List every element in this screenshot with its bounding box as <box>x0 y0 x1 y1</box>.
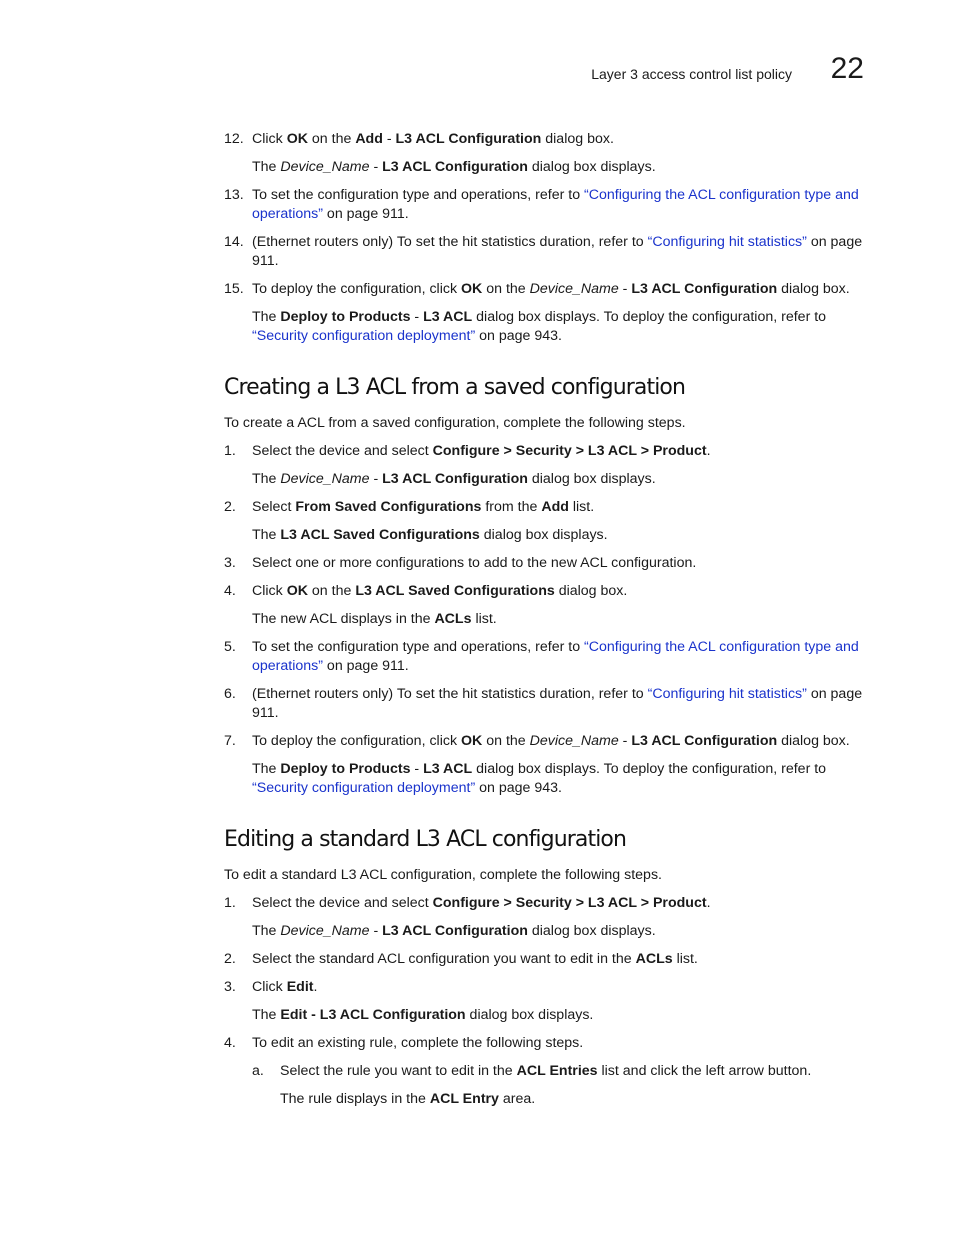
text-run: (Ethernet routers only) To set the hit statistics duration, refer to <box>252 234 648 250</box>
step-text <box>252 894 864 913</box>
ui-term: ACLs <box>635 951 673 967</box>
text-run: Click <box>252 131 287 147</box>
step-text <box>224 414 864 433</box>
step-number: 14. <box>224 234 244 250</box>
step-number: 5. <box>224 639 236 655</box>
step-text <box>252 610 864 629</box>
ui-term: OK <box>461 281 483 297</box>
step-item <box>224 950 864 969</box>
ui-term: OK <box>286 583 308 599</box>
text-run: on the <box>307 131 356 147</box>
step-text <box>252 685 864 723</box>
step-item <box>224 894 864 913</box>
step-number: 6. <box>224 686 236 702</box>
ui-term: L3 ACL Configuration <box>395 131 542 147</box>
step-item <box>224 442 864 461</box>
step-text <box>252 638 864 676</box>
variable-term: Device_Name <box>529 733 619 749</box>
step-number: 7. <box>224 733 236 749</box>
text-run: The <box>252 471 281 487</box>
heading-editing-standard-acl: Editing a standard L3 ACL configuration <box>224 827 627 852</box>
ui-term: Configure > Security > L3 ACL > Product <box>432 895 707 911</box>
step-text <box>252 280 864 299</box>
ui-term: L3 ACL Saved Configurations <box>355 583 555 599</box>
text-run: . <box>313 979 318 995</box>
text-run: on page 943. <box>475 328 562 344</box>
step-text <box>252 158 864 177</box>
text-run: To edit a standard L3 ACL configuration, complete the following steps. <box>224 867 662 883</box>
text-run: Click <box>252 979 287 995</box>
text-run: (Ethernet routers only) To set the hit statistics duration, refer to <box>252 686 648 702</box>
step-note <box>224 1006 864 1025</box>
text-run: on the <box>307 583 356 599</box>
step-note <box>224 866 864 885</box>
text-run: on the <box>482 281 530 297</box>
text-run: Select one or more configurations to add to the new ACL configuration. <box>252 555 697 571</box>
step-text <box>252 130 864 149</box>
text-run: - <box>410 309 424 325</box>
step-note <box>224 158 864 177</box>
step-item <box>224 732 864 751</box>
step-item <box>224 638 864 676</box>
text-run: - <box>382 131 396 147</box>
text-run: The new ACL displays in the <box>252 611 435 627</box>
heading-creating-from-saved: Creating a L3 ACL from a saved configuration <box>224 375 686 400</box>
step-text <box>252 442 864 461</box>
text-run: dialog box displays. To deploy the configuration, refer to <box>472 761 827 777</box>
text-run: dialog box. <box>777 733 850 749</box>
text-run: . <box>706 443 711 459</box>
ui-term: Add <box>355 131 383 147</box>
text-run: area. <box>498 1091 536 1107</box>
text-run: dialog box displays. <box>479 527 608 543</box>
step-note <box>224 922 864 941</box>
ui-term: Configure > Security > L3 ACL > Product <box>432 443 707 459</box>
step-number: 3. <box>224 979 236 995</box>
step-number: 15. <box>224 281 244 297</box>
step-note <box>224 414 864 433</box>
text-run: The <box>252 309 281 325</box>
step-item <box>224 1062 864 1081</box>
text-run: Select <box>252 499 296 515</box>
step-item <box>224 130 864 149</box>
step-number: 12. <box>224 131 244 147</box>
step-number: a. <box>252 1063 264 1079</box>
step-text <box>252 308 864 346</box>
cross-reference-link[interactable]: “Configuring hit statistics” <box>647 686 807 702</box>
text-run: dialog box. <box>777 281 850 297</box>
ui-term: Edit <box>286 979 314 995</box>
ui-term: L3 ACL <box>423 309 473 325</box>
text-run: - <box>369 471 383 487</box>
step-number: 2. <box>224 499 236 515</box>
step-item <box>224 498 864 517</box>
step-text <box>252 554 864 573</box>
text-run: The <box>252 1007 281 1023</box>
text-run: Select the standard ACL configuration you want to edit in the <box>252 951 636 967</box>
text-run: Click <box>252 583 287 599</box>
text-run: The <box>252 761 281 777</box>
text-run: - <box>618 281 632 297</box>
step-item <box>224 685 864 723</box>
text-run: Select the device and select <box>252 443 433 459</box>
ui-term: ACL Entries <box>516 1063 598 1079</box>
variable-term: Device_Name <box>280 923 370 939</box>
steps-block-deploy <box>224 130 864 346</box>
step-item <box>224 582 864 601</box>
step-item <box>224 233 864 271</box>
text-run: - <box>410 761 424 777</box>
page-body <box>224 130 864 1118</box>
text-run: dialog box displays. <box>527 471 656 487</box>
text-run: The <box>252 527 281 543</box>
step-note <box>224 470 864 489</box>
step-note <box>224 610 864 629</box>
text-run: list. <box>471 611 497 627</box>
steps-block-edit-standard <box>224 866 864 1109</box>
ui-term: ACLs <box>434 611 472 627</box>
variable-term: Device_Name <box>280 159 370 175</box>
step-text <box>252 498 864 517</box>
step-text <box>252 950 864 969</box>
text-run: To create a ACL from a saved configuration, complete the following steps. <box>224 415 686 431</box>
step-text <box>252 1006 864 1025</box>
ui-term: From Saved Configurations <box>295 499 482 515</box>
steps-block-create-from-saved <box>224 414 864 798</box>
ui-term: Edit - L3 ACL Configuration <box>280 1007 466 1023</box>
step-text <box>252 526 864 545</box>
text-run: To deploy the configuration, click <box>252 733 461 749</box>
text-run: - <box>369 159 383 175</box>
step-note <box>224 1090 864 1109</box>
text-run: dialog box. <box>554 583 628 599</box>
ui-term: OK <box>286 131 308 147</box>
step-item <box>224 186 864 224</box>
text-run: dialog box displays. <box>465 1007 594 1023</box>
ui-term: L3 ACL Configuration <box>382 923 528 939</box>
text-run: on page 911. <box>322 658 409 674</box>
chapter-number: 22 <box>830 52 864 85</box>
step-text <box>252 922 864 941</box>
cross-reference-link[interactable]: “Security configuration deployment” <box>252 780 476 796</box>
ui-term: L3 ACL Configuration <box>382 159 528 175</box>
text-run: Select the rule you want to edit in the <box>280 1063 517 1079</box>
ui-term: L3 ACL Saved Configurations <box>280 527 480 543</box>
text-run: on page 911. <box>252 234 863 269</box>
step-text <box>252 978 864 997</box>
step-text <box>280 1062 864 1081</box>
text-run: on the <box>482 733 530 749</box>
step-text <box>252 186 864 224</box>
step-item <box>224 280 864 299</box>
ui-term: ACL Entry <box>429 1091 499 1107</box>
text-run: dialog box. <box>541 131 614 147</box>
text-run: on page 943. <box>475 780 562 796</box>
step-text <box>280 1090 864 1109</box>
step-note <box>224 760 864 798</box>
text-run: To deploy the configuration, click <box>252 281 461 297</box>
variable-term: Device_Name <box>280 471 370 487</box>
step-text <box>252 470 864 489</box>
text-run: from the <box>481 499 542 515</box>
ui-term: L3 ACL <box>423 761 473 777</box>
step-number: 1. <box>224 895 236 911</box>
ui-term: Deploy to Products <box>280 309 411 325</box>
step-number: 1. <box>224 443 236 459</box>
ui-term: L3 ACL Configuration <box>382 471 528 487</box>
step-number: 4. <box>224 1035 236 1051</box>
text-run: The <box>252 923 281 939</box>
step-number: 2. <box>224 951 236 967</box>
ui-term: Deploy to Products <box>280 761 411 777</box>
step-note <box>224 526 864 545</box>
text-run: list and click the left arrow button. <box>597 1063 812 1079</box>
step-text <box>252 582 864 601</box>
text-run: list. <box>672 951 698 967</box>
text-run: dialog box displays. <box>527 159 656 175</box>
cross-reference-link[interactable]: “Security configuration deployment” <box>252 328 476 344</box>
step-note <box>224 308 864 346</box>
variable-term: Device_Name <box>529 281 619 297</box>
ui-term: L3 ACL Configuration <box>631 733 778 749</box>
ui-term: OK <box>461 733 483 749</box>
text-run: . <box>706 895 711 911</box>
running-header-title: Layer 3 access control list policy <box>591 66 792 82</box>
text-run: - <box>618 733 632 749</box>
text-run: To edit an existing rule, complete the following steps. <box>252 1035 584 1051</box>
text-run: on page 911. <box>322 206 409 222</box>
text-run: Select the device and select <box>252 895 433 911</box>
step-item <box>224 554 864 573</box>
step-item <box>224 1034 864 1053</box>
text-run: dialog box displays. <box>527 923 656 939</box>
text-run: - <box>369 923 383 939</box>
text-run: To set the configuration type and operations, refer to <box>252 639 585 655</box>
cross-reference-link[interactable]: “Configuring the ACL configuration type and operations” <box>252 639 859 674</box>
step-number: 3. <box>224 555 236 571</box>
step-text <box>252 760 864 798</box>
cross-reference-link[interactable]: “Configuring the ACL configuration type and operations” <box>252 187 859 222</box>
ui-term: Add <box>541 499 569 515</box>
step-text <box>252 1034 864 1053</box>
text-run: To set the configuration type and operations, refer to <box>252 187 585 203</box>
text-run: The <box>252 159 281 175</box>
step-number: 13. <box>224 187 244 203</box>
step-text <box>224 866 864 885</box>
cross-reference-link[interactable]: “Configuring hit statistics” <box>647 234 807 250</box>
step-text <box>252 233 864 271</box>
text-run: dialog box displays. To deploy the configuration, refer to <box>472 309 827 325</box>
step-item <box>224 978 864 997</box>
step-number: 4. <box>224 583 236 599</box>
text-run: on page 911. <box>252 686 863 721</box>
ui-term: L3 ACL Configuration <box>631 281 778 297</box>
text-run: list. <box>568 499 595 515</box>
step-text <box>252 732 864 751</box>
text-run: The rule displays in the <box>280 1091 430 1107</box>
